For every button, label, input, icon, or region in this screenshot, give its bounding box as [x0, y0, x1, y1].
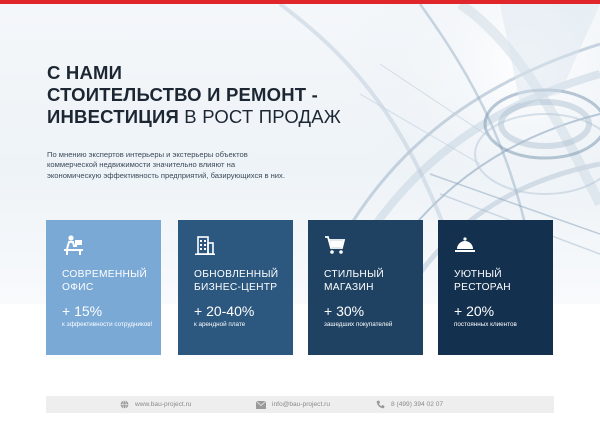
card-title-line-2: ОФИС — [62, 282, 94, 293]
phone-icon — [376, 400, 385, 409]
page-headline — [47, 62, 341, 128]
envelope-icon — [256, 401, 266, 409]
footer-email[interactable] — [256, 396, 330, 413]
headline-rest: В РОСТ ПРОДАЖ — [178, 106, 342, 127]
card-title — [324, 268, 384, 294]
card-title-line-2: БИЗНЕС-ЦЕНТР — [194, 282, 278, 293]
email-link[interactable]: info@bau-project.ru — [272, 401, 331, 408]
headline-emphasis: ИНВЕСТИЦИЯ — [47, 106, 179, 127]
card-note: к эффективности сотрудников! — [62, 321, 153, 328]
card-title-line-1: УЮТНЫЙ — [454, 269, 502, 280]
footer-website[interactable] — [120, 396, 191, 413]
intro-paragraph: По мнению экспертов интерьеры и экстерьеры объектов коммерческой недвижимости значительно влияют на экономическую эффективность предприятий, базирующихся в них. — [47, 150, 285, 180]
card-stylish-shop — [308, 220, 423, 355]
card-title-line-1: СОВРЕМЕННЫЙ — [62, 269, 148, 280]
card-note: к арендной плате — [194, 321, 246, 328]
card-title-line-1: СТИЛЬНЫЙ — [324, 269, 385, 280]
headline-line-3 — [47, 106, 341, 128]
card-value: + 20% — [454, 303, 495, 319]
cloche-icon — [454, 234, 476, 256]
card-value: + 30% — [324, 303, 365, 319]
card-modern-office — [46, 220, 161, 355]
card-cozy-restaurant — [438, 220, 553, 355]
card-title — [194, 268, 278, 294]
headline-line-2: СТОИТЕЛЬСТВО И РЕМОНТ - — [47, 84, 318, 105]
card-business-center — [178, 220, 293, 355]
globe-icon — [120, 400, 129, 409]
card-title-line-2: РЕСТОРАН — [454, 282, 511, 293]
card-title-line-2: МАГАЗИН — [324, 282, 374, 293]
card-value: + 15% — [62, 303, 103, 319]
headline-line-1: С НАМИ — [47, 62, 123, 83]
card-value: + 20-40% — [194, 303, 255, 319]
website-link[interactable]: www.bau-project.ru — [135, 401, 192, 408]
building-icon — [194, 234, 216, 256]
card-note: постоянных клиентов — [454, 321, 517, 328]
card-title-line-1: ОБНОВЛЕННЫЙ — [194, 269, 279, 280]
card-note: зашедших покупателей — [324, 321, 393, 328]
phone-number[interactable]: 8 (499) 394 02 07 — [391, 401, 444, 408]
footer-phone[interactable] — [376, 396, 443, 413]
card-title — [454, 268, 511, 294]
shopping-cart-icon — [324, 234, 346, 256]
card-title — [62, 268, 147, 294]
office-desk-icon — [62, 234, 84, 256]
contact-footer — [46, 396, 554, 413]
